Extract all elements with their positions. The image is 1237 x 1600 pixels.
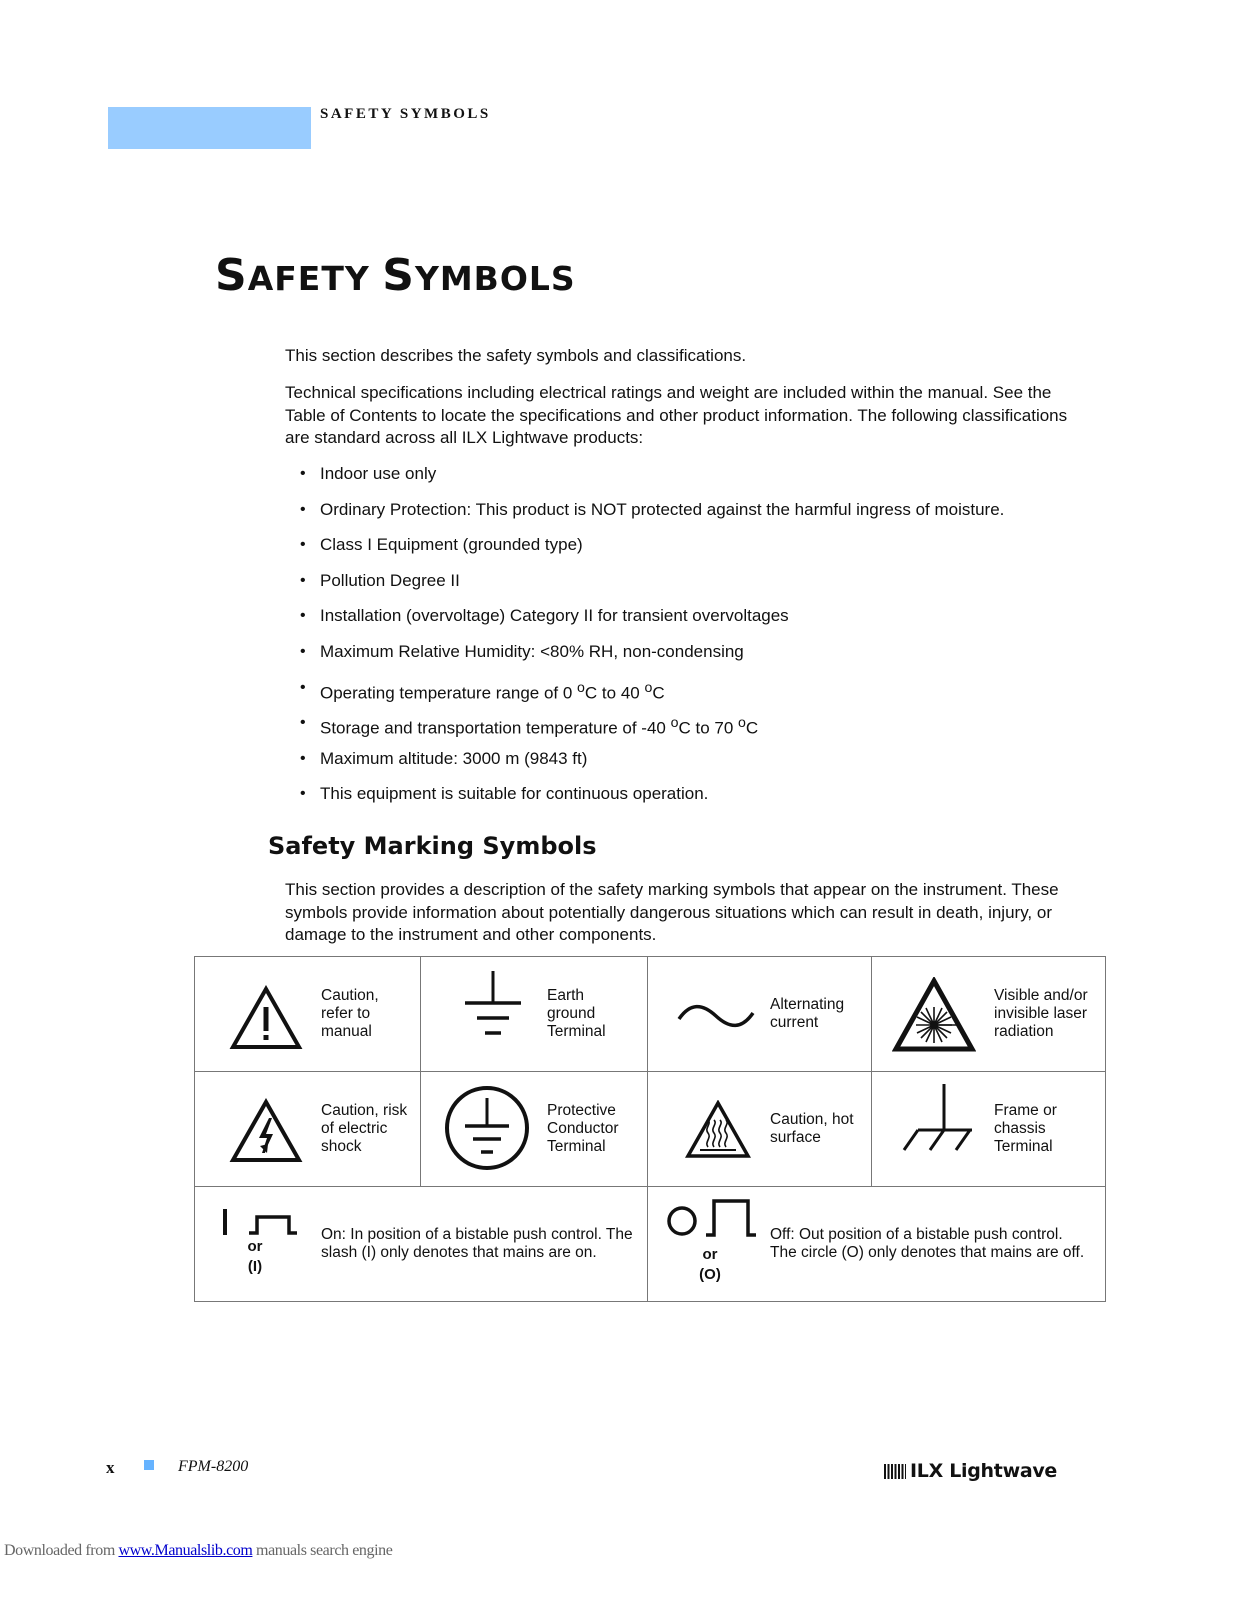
list-item: • This equipment is suitable for continuous operation. — [300, 784, 709, 804]
list-item: • Indoor use only — [300, 464, 437, 483]
protective-conductor-label: Protective Conductor Terminal — [547, 1102, 619, 1155]
marking-description: This section provides a description of the safety marking symbols that appear on the instrument. These symbols provide information about potentially dangerous situations which can result in death, injury, or damage to the instrument and other components. — [285, 880, 1059, 944]
hot-surface-label: Caution, hot surface — [770, 1111, 854, 1146]
brand-logo — [884, 1460, 1057, 1482]
footer-model: FPM-8200 — [178, 1458, 249, 1475]
list-item: • Ordinary Protection: This product is NOT protected against the harmful ingress of moisture. — [300, 499, 1005, 519]
table-cell — [648, 1187, 1106, 1302]
logo-bars-icon — [884, 1464, 906, 1479]
list-item: • Maximum Relative Humidity: <80% RH, non-condensing — [300, 641, 744, 661]
off-switch-icon — [664, 1197, 760, 1241]
on-description: On: In position of a bistable push control. The slash (I) only denotes that mains are on. — [321, 1226, 633, 1261]
laser-radiation-label: Visible and/or invisible laser radiation — [994, 987, 1088, 1040]
table-cell — [421, 957, 648, 1072]
protective-conductor-icon — [443, 1084, 531, 1172]
section-title: Safety Marking Symbols — [268, 832, 597, 860]
safety-symbols-table — [194, 956, 1106, 1302]
alternating-current-label: Alternating current — [770, 996, 845, 1031]
classification-list — [300, 463, 1004, 819]
running-header: SAFETY SYMBOLS — [320, 106, 491, 122]
hot-surface-icon — [684, 1100, 752, 1160]
frame-chassis-label: Frame or chassis Terminal — [994, 1102, 1057, 1155]
intro-paragraph-2: Technical specifications including electrical ratings and weight are included within the manual. See the Table of Contents to locate the specifications and other product information. The following classifications are standard across all ILX Lightwave products: — [285, 383, 1068, 447]
page-title: SAFETY SYMBOLS — [215, 250, 576, 301]
list-item: • Pollution Degree II — [300, 570, 460, 590]
laser-radiation-icon — [892, 977, 976, 1053]
table-cell — [648, 1072, 872, 1187]
electric-shock-icon — [229, 1098, 303, 1164]
table-cell — [195, 1072, 421, 1187]
alternating-current-icon — [676, 1001, 756, 1031]
list-item: • Maximum altitude: 3000 m (9843 ft) — [300, 748, 588, 768]
header-bar — [108, 107, 311, 149]
frame-chassis-icon — [900, 1082, 976, 1156]
table-cell — [195, 957, 421, 1072]
on-alt-label: or (I) — [247, 1238, 263, 1275]
on-switch-icon — [219, 1205, 299, 1239]
electric-shock-label: Caution, risk of electric shock — [321, 1102, 408, 1155]
list-item: • Class I Equipment (grounded type) — [300, 535, 583, 555]
off-alt-label: or (O) — [699, 1246, 721, 1283]
list-item: • Storage and transportation temperature of -40 $^o$C to 70 $^o$C — [300, 714, 759, 738]
earth-ground-icon — [461, 971, 525, 1041]
off-description: Off: Out position of a bistable push control. The circle (O) only denotes that mains are off. — [770, 1226, 1085, 1261]
caution-triangle-icon — [229, 985, 303, 1051]
caution-manual-label: Caution, refer to manual — [321, 987, 379, 1040]
download-note: Downloaded from www.Manualslib.com manuals search engine — [4, 1542, 393, 1559]
table-cell — [648, 957, 872, 1072]
list-item: • Installation (overvoltage) Category II for transient overvoltages — [300, 606, 789, 626]
table-cell — [421, 1072, 648, 1187]
footer-square-icon — [144, 1460, 154, 1470]
table-cell — [872, 957, 1106, 1072]
page-number: x — [106, 1458, 115, 1477]
table-cell — [195, 1187, 648, 1302]
earth-ground-label: Earth ground Terminal — [547, 987, 606, 1040]
manualslib-link[interactable]: www.Manualslib.com — [118, 1542, 253, 1559]
table-cell — [872, 1072, 1106, 1187]
list-item: • Operating temperature range of 0 $^o$C to 40 $^o$C — [300, 678, 665, 703]
intro-paragraph-1: This section describes the safety symbols and classifications. — [285, 346, 747, 365]
brand-name: ILX Lightwave — [910, 1460, 1058, 1482]
